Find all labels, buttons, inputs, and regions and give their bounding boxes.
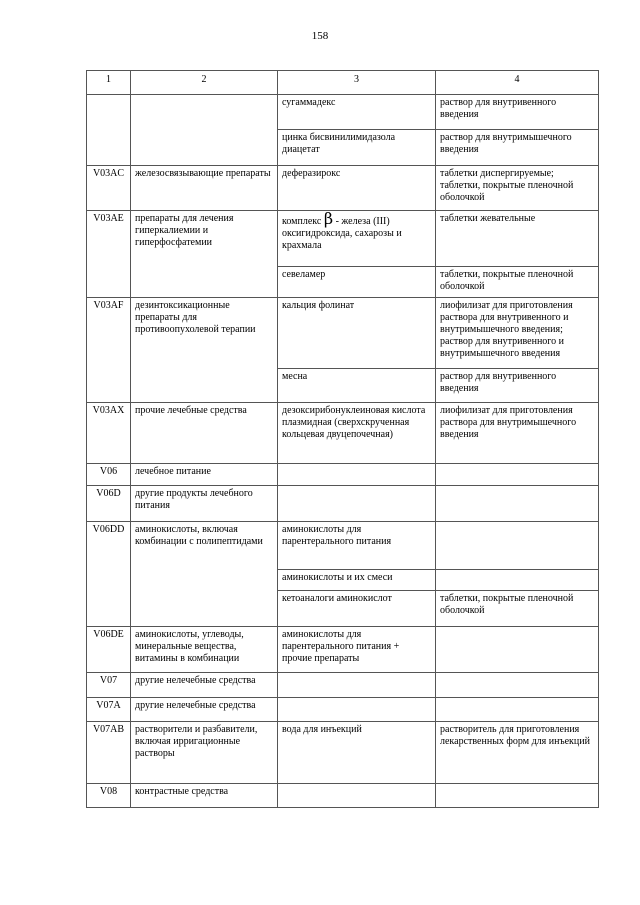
- dosage-form: [436, 522, 599, 570]
- table-row: [87, 784, 599, 808]
- substance-name: аминокислоты для парентерального питания + прочие препараты: [278, 627, 436, 673]
- dosage-form: раствор для внутривенного введения: [436, 95, 599, 130]
- substance-name: [278, 698, 436, 722]
- atc-code: V07A: [87, 698, 131, 722]
- substance-text-post: - железа (III) оксигидроксида, сахарозы и крахмала: [282, 216, 402, 251]
- group-name: другие нелечебные средства: [131, 673, 278, 698]
- group-name: растворители и разбавители, включая ирригационные растворы: [131, 722, 278, 784]
- substance-name: севеламер: [278, 267, 436, 298]
- substance-name: [278, 784, 436, 808]
- dosage-form: лиофилизат для приготовления раствора для внутримышечного введения: [436, 403, 599, 464]
- dosage-form: [436, 570, 599, 591]
- dosage-form: [436, 486, 599, 522]
- header-col-4: 4: [436, 71, 599, 95]
- atc-code: V06: [87, 464, 131, 486]
- dosage-form: [436, 784, 599, 808]
- dosage-form: [436, 673, 599, 698]
- table-row: [87, 95, 599, 130]
- group-name: другие нелечебные средства: [131, 698, 278, 722]
- dosage-form: раствор для внутривенного введения: [436, 369, 599, 403]
- group-name: аминокислоты, включая комбинации с полипептидами: [131, 522, 278, 627]
- dosage-form: раствор для внутримышечного введения: [436, 130, 599, 166]
- table-header-row: [87, 71, 599, 95]
- header-col-3: 3: [278, 71, 436, 95]
- substance-name: [278, 464, 436, 486]
- table-row: [87, 673, 599, 698]
- beta-symbol: β: [323, 209, 334, 228]
- atc-code: V03AF: [87, 298, 131, 403]
- header-col-1: 1: [87, 71, 131, 95]
- atc-code: V03AX: [87, 403, 131, 464]
- substance-name: аминокислоты и их смеси: [278, 570, 436, 591]
- atc-code: V06D: [87, 486, 131, 522]
- group-name: лечебное питание: [131, 464, 278, 486]
- table-row: [87, 722, 599, 784]
- table-row: [87, 298, 599, 369]
- atc-code: V07: [87, 673, 131, 698]
- substance-name: кальция фолинат: [278, 298, 436, 369]
- atc-code: V06DE: [87, 627, 131, 673]
- group-name: контрастные средства: [131, 784, 278, 808]
- group-name: дезинтоксикационные препараты для противоопухолевой терапии: [131, 298, 278, 403]
- atc-code: V07AB: [87, 722, 131, 784]
- dosage-form: [436, 627, 599, 673]
- dosage-form: лиофилизат для приготовления раствора для внутривенного и внутримышечного введения; раствор для внутривенного и внутримышечного введения: [436, 298, 599, 369]
- table-row: [87, 627, 599, 673]
- group-name: другие продукты лечебного питания: [131, 486, 278, 522]
- atc-code: V08: [87, 784, 131, 808]
- page-number: 158: [311, 30, 329, 42]
- atc-code: [87, 95, 131, 166]
- atc-code: V06DD: [87, 522, 131, 627]
- header-col-2: 2: [131, 71, 278, 95]
- substance-name: дезоксирибонуклеиновая кислота плазмидная (сверхскрученная кольцевая двуцепочечная): [278, 403, 436, 464]
- atc-code: V03AC: [87, 166, 131, 211]
- substance-name: вода для инъекций: [278, 722, 436, 784]
- substance-name: кетоаналоги аминокислот: [278, 591, 436, 627]
- table-row: [87, 486, 599, 522]
- group-name: железосвязывающие препараты: [131, 166, 278, 211]
- substance-name: деферазирокс: [278, 166, 436, 211]
- table-row: [87, 403, 599, 464]
- drug-table: [86, 70, 599, 808]
- dosage-form: растворитель для приготовления лекарственных форм для инъекций: [436, 722, 599, 784]
- table-row: [87, 464, 599, 486]
- dosage-form: таблетки, покрытые пленочной оболочкой: [436, 591, 599, 627]
- substance-name: аминокислоты для парентерального питания: [278, 522, 436, 570]
- substance-name: [278, 486, 436, 522]
- table-row: [87, 522, 599, 570]
- dosage-form: таблетки диспергируемые; таблетки, покрытые пленочной оболочкой: [436, 166, 599, 211]
- substance-name: цинка бисвинилимидазола диацетат: [278, 130, 436, 166]
- dosage-form: таблетки жевательные: [436, 211, 599, 267]
- group-name: прочие лечебные средства: [131, 403, 278, 464]
- table-row: [87, 211, 599, 267]
- substance-name: месна: [278, 369, 436, 403]
- dosage-form: [436, 464, 599, 486]
- group-name: препараты для лечения гиперкалиемии и гиперфосфатемии: [131, 211, 278, 298]
- substance-name: [278, 673, 436, 698]
- atc-code: V03AE: [87, 211, 131, 298]
- dosage-form: таблетки, покрытые пленочной оболочкой: [436, 267, 599, 298]
- dosage-form: [436, 698, 599, 722]
- substance-text-pre: комплекс: [282, 216, 324, 227]
- substance-name: сугаммадекс: [278, 95, 436, 130]
- group-name: [131, 95, 278, 166]
- substance-name: [278, 211, 436, 267]
- table-row: [87, 166, 599, 211]
- group-name: аминокислоты, углеводы, минеральные вещества, витамины в комбинации: [131, 627, 278, 673]
- table-row: [87, 698, 599, 722]
